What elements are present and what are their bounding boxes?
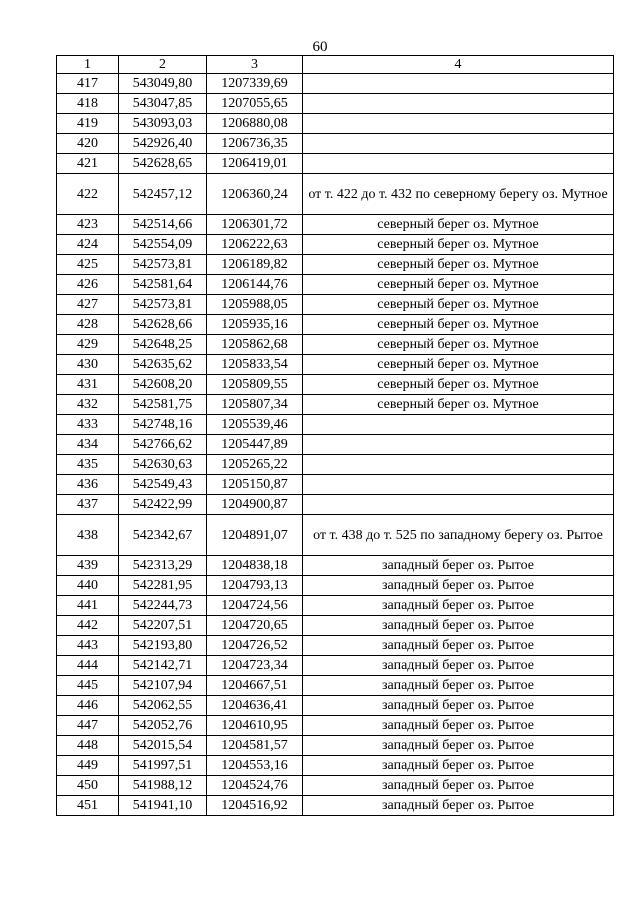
cell-x-coordinate: 542926,40 xyxy=(119,134,207,154)
cell-point-number: 420 xyxy=(57,134,119,154)
cell-description xyxy=(303,455,614,475)
table-row xyxy=(57,94,614,114)
cell-x-coordinate: 542207,51 xyxy=(119,616,207,636)
cell-y-coordinate: 1205988,05 xyxy=(207,295,303,315)
cell-y-coordinate: 1206301,72 xyxy=(207,215,303,235)
cell-point-number: 439 xyxy=(57,556,119,576)
cell-description: западный берег оз. Рытое xyxy=(303,756,614,776)
cell-y-coordinate: 1204723,34 xyxy=(207,656,303,676)
table-row xyxy=(57,235,614,255)
cell-x-coordinate: 542457,12 xyxy=(119,174,207,215)
table-row xyxy=(57,736,614,756)
cell-x-coordinate: 542549,43 xyxy=(119,475,207,495)
cell-y-coordinate: 1207339,69 xyxy=(207,74,303,94)
cell-x-coordinate: 542628,66 xyxy=(119,315,207,335)
cell-description xyxy=(303,94,614,114)
cell-point-number: 447 xyxy=(57,716,119,736)
cell-x-coordinate: 542052,76 xyxy=(119,716,207,736)
cell-description: западный берег оз. Рытое xyxy=(303,556,614,576)
cell-description: северный берег оз. Мутное xyxy=(303,375,614,395)
cell-description: западный берег оз. Рытое xyxy=(303,796,614,816)
cell-description: западный берег оз. Рытое xyxy=(303,776,614,796)
cell-x-coordinate: 542766,62 xyxy=(119,435,207,455)
cell-x-coordinate: 542062,55 xyxy=(119,696,207,716)
cell-y-coordinate: 1204581,57 xyxy=(207,736,303,756)
cell-point-number: 422 xyxy=(57,174,119,215)
cell-x-coordinate: 542573,81 xyxy=(119,255,207,275)
cell-y-coordinate: 1206880,08 xyxy=(207,114,303,134)
table-header-row xyxy=(57,56,614,74)
cell-description xyxy=(303,134,614,154)
table-row xyxy=(57,636,614,656)
cell-x-coordinate: 542281,95 xyxy=(119,576,207,596)
table-row xyxy=(57,154,614,174)
cell-point-number: 448 xyxy=(57,736,119,756)
cell-x-coordinate: 542581,64 xyxy=(119,275,207,295)
cell-point-number: 419 xyxy=(57,114,119,134)
table-row xyxy=(57,676,614,696)
table-row xyxy=(57,355,614,375)
cell-x-coordinate: 542748,16 xyxy=(119,415,207,435)
cell-y-coordinate: 1204900,87 xyxy=(207,495,303,515)
cell-y-coordinate: 1206189,82 xyxy=(207,255,303,275)
table-row xyxy=(57,455,614,475)
cell-y-coordinate: 1204724,56 xyxy=(207,596,303,616)
cell-description: северный берег оз. Мутное xyxy=(303,315,614,335)
cell-description: западный берег оз. Рытое xyxy=(303,596,614,616)
cell-y-coordinate: 1206736,35 xyxy=(207,134,303,154)
table-row xyxy=(57,596,614,616)
table-row xyxy=(57,435,614,455)
cell-description xyxy=(303,475,614,495)
cell-point-number: 438 xyxy=(57,515,119,556)
cell-y-coordinate: 1206360,24 xyxy=(207,174,303,215)
cell-point-number: 427 xyxy=(57,295,119,315)
cell-y-coordinate: 1205150,87 xyxy=(207,475,303,495)
cell-y-coordinate: 1204891,07 xyxy=(207,515,303,556)
cell-point-number: 445 xyxy=(57,676,119,696)
table-row xyxy=(57,134,614,154)
table-row xyxy=(57,315,614,335)
cell-point-number: 441 xyxy=(57,596,119,616)
cell-point-number: 437 xyxy=(57,495,119,515)
cell-description: северный берег оз. Мутное xyxy=(303,355,614,375)
table-row xyxy=(57,796,614,816)
cell-x-coordinate: 541997,51 xyxy=(119,756,207,776)
cell-y-coordinate: 1206222,63 xyxy=(207,235,303,255)
cell-x-coordinate: 542648,25 xyxy=(119,335,207,355)
cell-x-coordinate: 541941,10 xyxy=(119,796,207,816)
table-row xyxy=(57,616,614,636)
cell-x-coordinate: 542630,63 xyxy=(119,455,207,475)
cell-y-coordinate: 1204720,65 xyxy=(207,616,303,636)
cell-y-coordinate: 1205833,54 xyxy=(207,355,303,375)
cell-x-coordinate: 542142,71 xyxy=(119,656,207,676)
cell-point-number: 421 xyxy=(57,154,119,174)
cell-description: западный берег оз. Рытое xyxy=(303,676,614,696)
cell-description: западный берег оз. Рытое xyxy=(303,736,614,756)
header-col-description: 4 xyxy=(303,56,614,74)
table-row xyxy=(57,756,614,776)
cell-point-number: 418 xyxy=(57,94,119,114)
cell-x-coordinate: 543049,80 xyxy=(119,74,207,94)
cell-y-coordinate: 1204553,16 xyxy=(207,756,303,776)
table-row xyxy=(57,475,614,495)
table-row xyxy=(57,375,614,395)
cell-description: от т. 438 до т. 525 по западному берегу оз. Рытое xyxy=(303,515,614,556)
cell-point-number: 425 xyxy=(57,255,119,275)
cell-x-coordinate: 542244,73 xyxy=(119,596,207,616)
table-row xyxy=(57,495,614,515)
cell-point-number: 436 xyxy=(57,475,119,495)
cell-y-coordinate: 1204610,95 xyxy=(207,716,303,736)
cell-y-coordinate: 1204524,76 xyxy=(207,776,303,796)
table-row xyxy=(57,716,614,736)
cell-y-coordinate: 1205935,16 xyxy=(207,315,303,335)
table-row xyxy=(57,556,614,576)
cell-point-number: 423 xyxy=(57,215,119,235)
cell-x-coordinate: 542514,66 xyxy=(119,215,207,235)
table-row xyxy=(57,295,614,315)
cell-description xyxy=(303,154,614,174)
cell-y-coordinate: 1205809,55 xyxy=(207,375,303,395)
table-row xyxy=(57,415,614,435)
cell-point-number: 430 xyxy=(57,355,119,375)
table-row xyxy=(57,335,614,355)
cell-point-number: 417 xyxy=(57,74,119,94)
table-row xyxy=(57,114,614,134)
cell-x-coordinate: 542635,62 xyxy=(119,355,207,375)
cell-point-number: 433 xyxy=(57,415,119,435)
cell-point-number: 431 xyxy=(57,375,119,395)
cell-x-coordinate: 542342,67 xyxy=(119,515,207,556)
cell-x-coordinate: 542608,20 xyxy=(119,375,207,395)
cell-description: западный берег оз. Рытое xyxy=(303,576,614,596)
cell-description: от т. 422 до т. 432 по северному берегу оз. Мутное xyxy=(303,174,614,215)
table-body xyxy=(57,74,614,816)
cell-point-number: 435 xyxy=(57,455,119,475)
cell-x-coordinate: 542422,99 xyxy=(119,495,207,515)
cell-y-coordinate: 1206144,76 xyxy=(207,275,303,295)
cell-y-coordinate: 1205807,34 xyxy=(207,395,303,415)
cell-y-coordinate: 1205539,46 xyxy=(207,415,303,435)
cell-point-number: 451 xyxy=(57,796,119,816)
cell-description: западный берег оз. Рытое xyxy=(303,656,614,676)
cell-x-coordinate: 543047,85 xyxy=(119,94,207,114)
table-row xyxy=(57,576,614,596)
cell-y-coordinate: 1204793,13 xyxy=(207,576,303,596)
table-row xyxy=(57,515,614,556)
header-col-y: 3 xyxy=(207,56,303,74)
cell-x-coordinate: 543093,03 xyxy=(119,114,207,134)
table-row xyxy=(57,74,614,94)
cell-point-number: 429 xyxy=(57,335,119,355)
cell-description xyxy=(303,415,614,435)
cell-description: северный берег оз. Мутное xyxy=(303,275,614,295)
cell-y-coordinate: 1206419,01 xyxy=(207,154,303,174)
cell-y-coordinate: 1205862,68 xyxy=(207,335,303,355)
cell-y-coordinate: 1207055,65 xyxy=(207,94,303,114)
table-row xyxy=(57,395,614,415)
cell-x-coordinate: 542573,81 xyxy=(119,295,207,315)
cell-x-coordinate: 542581,75 xyxy=(119,395,207,415)
table-row xyxy=(57,215,614,235)
cell-x-coordinate: 541988,12 xyxy=(119,776,207,796)
table-row xyxy=(57,696,614,716)
cell-y-coordinate: 1204726,52 xyxy=(207,636,303,656)
cell-description: западный берег оз. Рытое xyxy=(303,696,614,716)
cell-x-coordinate: 542193,80 xyxy=(119,636,207,656)
cell-x-coordinate: 542628,65 xyxy=(119,154,207,174)
cell-x-coordinate: 542554,09 xyxy=(119,235,207,255)
cell-point-number: 442 xyxy=(57,616,119,636)
cell-description: северный берег оз. Мутное xyxy=(303,335,614,355)
cell-point-number: 449 xyxy=(57,756,119,776)
table-row xyxy=(57,275,614,295)
table-row xyxy=(57,255,614,275)
cell-y-coordinate: 1204838,18 xyxy=(207,556,303,576)
cell-y-coordinate: 1204636,41 xyxy=(207,696,303,716)
cell-description: северный берег оз. Мутное xyxy=(303,395,614,415)
cell-point-number: 428 xyxy=(57,315,119,335)
cell-point-number: 450 xyxy=(57,776,119,796)
cell-point-number: 444 xyxy=(57,656,119,676)
cell-y-coordinate: 1205447,89 xyxy=(207,435,303,455)
cell-point-number: 426 xyxy=(57,275,119,295)
coordinates-table xyxy=(56,55,614,816)
cell-description: северный берег оз. Мутное xyxy=(303,215,614,235)
header-col-x: 2 xyxy=(119,56,207,74)
cell-point-number: 434 xyxy=(57,435,119,455)
cell-point-number: 432 xyxy=(57,395,119,415)
cell-x-coordinate: 542107,94 xyxy=(119,676,207,696)
cell-description: северный берег оз. Мутное xyxy=(303,235,614,255)
table-row xyxy=(57,776,614,796)
cell-y-coordinate: 1205265,22 xyxy=(207,455,303,475)
cell-x-coordinate: 542015,54 xyxy=(119,736,207,756)
cell-description xyxy=(303,495,614,515)
table-row xyxy=(57,174,614,215)
cell-description: северный берег оз. Мутное xyxy=(303,295,614,315)
cell-point-number: 446 xyxy=(57,696,119,716)
page-number: 60 xyxy=(312,39,328,55)
cell-description: северный берег оз. Мутное xyxy=(303,255,614,275)
cell-y-coordinate: 1204667,51 xyxy=(207,676,303,696)
cell-point-number: 424 xyxy=(57,235,119,255)
header-col-number: 1 xyxy=(57,56,119,74)
cell-point-number: 443 xyxy=(57,636,119,656)
cell-description xyxy=(303,74,614,94)
cell-point-number: 440 xyxy=(57,576,119,596)
table-row xyxy=(57,656,614,676)
cell-y-coordinate: 1204516,92 xyxy=(207,796,303,816)
cell-description xyxy=(303,435,614,455)
cell-description: западный берег оз. Рытое xyxy=(303,716,614,736)
cell-description: западный берег оз. Рытое xyxy=(303,636,614,656)
cell-description: западный берег оз. Рытое xyxy=(303,616,614,636)
cell-x-coordinate: 542313,29 xyxy=(119,556,207,576)
cell-description xyxy=(303,114,614,134)
